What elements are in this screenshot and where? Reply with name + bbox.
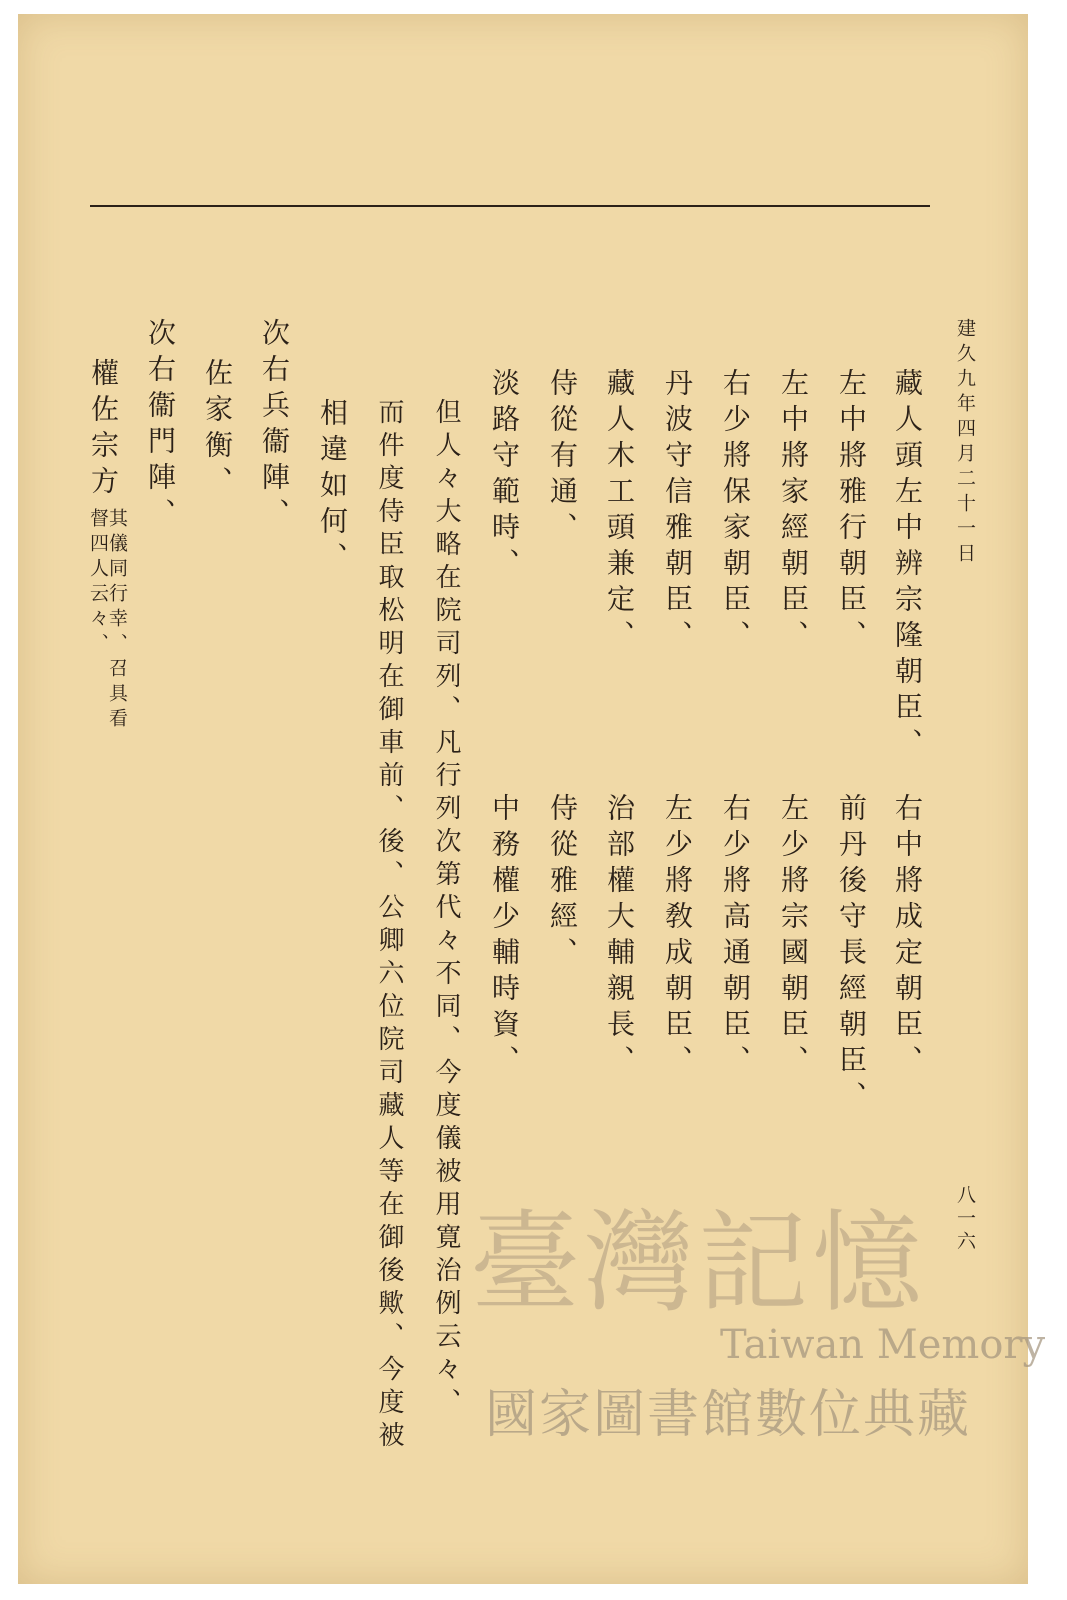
text-column: 權佐宗方 [87,358,120,502]
text-column: 中務權少輔時資、 [488,793,521,1081]
header-rule [90,205,930,207]
text-column: 丹波守信雅朝臣、 [661,368,694,656]
text-column: 藏人頭左中辨宗隆朝臣、 [891,368,924,764]
page-number: 八一六 [954,1185,976,1254]
annotation-note: 其儀同行幸、召具看督四人云々、 [87,508,128,733]
date-line: 建久九年四月二十一日 [954,318,976,568]
text-column: 而件度侍臣取松明在御車前、後、公卿六位院司藏人等在御後歟、今度被 [374,398,404,1454]
text-column: 右少將保家朝臣、 [719,368,752,656]
text-column: 但人々大略在院司列、凡行列次第代々不同、今度儀被用寛治例云々、 [431,398,461,1421]
text-column: 侍從有通、 [546,368,579,548]
watermark-chinese: 臺灣記憶 [470,1199,926,1327]
text-column: 次右兵衞陣、 [258,318,291,534]
watermark-library: 國家圖書館數位典藏 [485,1385,972,1445]
watermark-english: Taiwan Memory [720,1322,1046,1368]
text-column: 淡路守範時、 [488,368,521,584]
text-column: 次右衞門陣、 [144,318,177,534]
text-column: 右少將高通朝臣、 [719,793,752,1081]
text-column: 左少將敎成朝臣、 [661,793,694,1081]
text-column: 治部權大輔親長、 [603,793,636,1081]
text-column: 相違如何、 [316,398,349,578]
text-column: 侍從雅經、 [546,793,579,973]
text-column: 前丹後守長經朝臣、 [835,793,868,1117]
text-column: 左中將家經朝臣、 [777,368,810,656]
text-column: 右中將成定朝臣、 [891,793,924,1081]
text-column: 左少將宗國朝臣、 [777,793,810,1081]
text-column: 藏人木工頭兼定、 [603,368,636,656]
text-column: 左中將雅行朝臣、 [835,368,868,656]
text-column: 佐家衡、 [201,358,234,502]
